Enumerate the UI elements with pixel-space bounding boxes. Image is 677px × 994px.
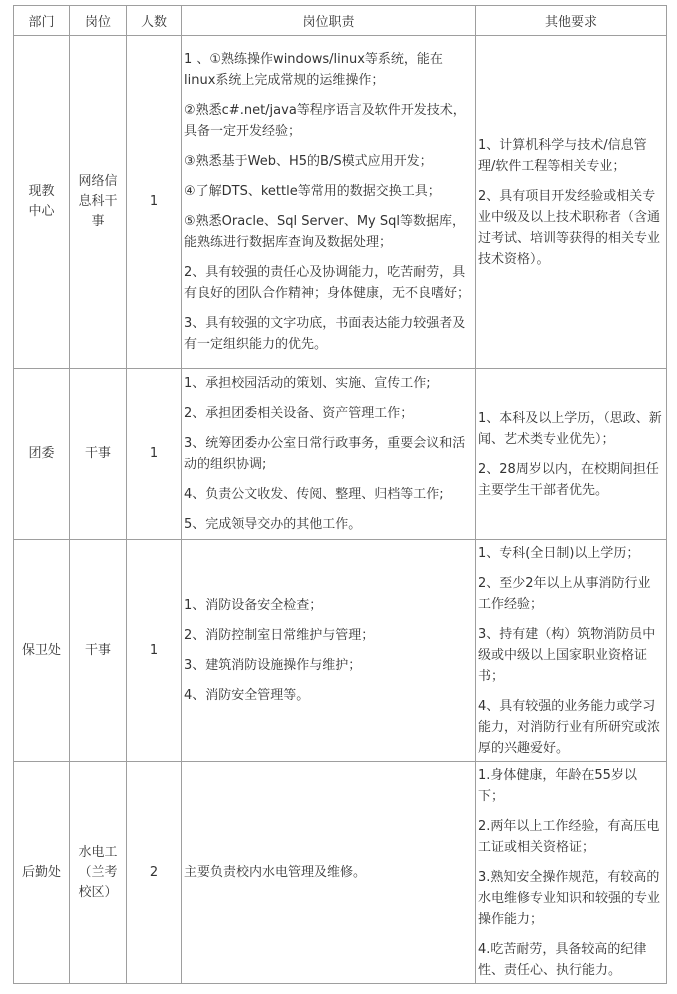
requirements-cell [476,762,667,984]
count-cell: 1 [127,369,182,540]
position-label: 水电工（兰考校区） [78,844,118,900]
duty-item: ⑤熟悉Oracle、Sql Server、My Sql等数据库，能熟练进行数据库查询及数据处理； [184,214,465,250]
duty-item: ③熟悉基于Web、H5的B/S模式应用开发； [184,154,433,169]
requirement-item: 1、本科及以上学历，（思政、新闻、艺术类专业优先）； [478,410,662,447]
dept-cell: 团委 [14,369,70,540]
duty-item: 2、具有较强的责任心及协调能力，吃苦耐劳，具有良好的团队合作精神；身体健康，无不良嗜好； [184,265,471,301]
duty-item: 4、消防安全管理等。 [184,688,310,703]
requirement-item: 4.吃苦耐劳，具备较高的纪律性、责任心、执行能力。 [478,941,647,978]
dept-cell: 后勤处 [14,762,70,984]
duty-item: 主要负责校内水电管理及维修。 [184,865,367,880]
requirement-item: 3.熟知安全操作规范，有较高的水电维修专业知识和较强的专业操作能力； [478,869,661,927]
requirement-item: 1、专科(全日制)以上学历； [478,545,640,561]
duty-item: 3、具有较强的文字功底，书面表达能力较强者及有一定组织能力的优先。 [184,316,466,352]
duties-cell [182,36,476,369]
header-duties: 岗位职责 [182,6,476,36]
requirements-cell [476,540,667,762]
position-cell: 干事 [70,540,127,762]
duty-item: 4、负责公文收发、传阅、整理、归档等工作; [184,487,444,502]
dept-label: 现教中心 [28,184,55,219]
duty-item: ②熟悉c#.net/java等程序语言及软件开发技术，具备一定开发经验； [184,103,466,139]
position-cell [70,762,127,984]
duties-cell [182,369,476,540]
requirement-item: 3、持有建（构）筑物消防员中级或中级以上国家职业资格证书； [478,626,656,684]
table-row [14,369,667,540]
requirement-item: 2.两年以上工作经验，有高压电工证或相关资格证； [478,818,660,855]
job-table-container [13,5,667,984]
duty-item: 3、统筹团委办公室日常行政事务，重要会议和活动的组织协调; [184,436,466,472]
duties-cell [182,762,476,984]
duty-item: 2、消防控制室日常维护与管理； [184,628,375,643]
header-count: 人数 [127,6,182,36]
duty-item: 1 、①熟练操作windows/linux等系统，能在linux系统上完成常规的运维操作； [184,52,443,88]
duty-item: 2、承担团委相关设备、资产管理工作； [184,406,414,421]
header-position: 岗位 [70,6,127,36]
count-cell: 2 [127,762,182,984]
count-cell: 1 [127,36,182,369]
job-table [13,5,667,984]
position-cell [70,36,127,369]
header-dept: 部门 [14,6,70,36]
duties-cell [182,540,476,762]
position-label: 网络信息科干事 [78,174,118,229]
requirement-item: 2、至少2年以上从事消防行业工作经验； [478,575,651,612]
header-requirements: 其他要求 [476,6,667,36]
table-row [14,762,667,984]
requirement-item: 2、具有项目开发经验或相关专业中级及以上技术职称者（含通过考试、培训等获得的相关专业技术资格）。 [478,188,661,267]
duty-item: 3、建筑消防设施操作与维护； [184,658,362,673]
dept-cell [14,36,70,369]
position-cell: 干事 [70,369,127,540]
duty-item: ④了解DTS、kettle等常用的数据交换工具； [184,184,441,199]
requirement-item: 4、具有较强的业务能力或学习能力，对消防行业有所研究或浓厚的兴趣爱好。 [478,698,661,756]
requirements-cell [476,36,667,369]
duty-item: 5、完成领导交办的其他工作。 [184,517,362,532]
dept-cell: 保卫处 [14,540,70,762]
requirement-item: 1.身体健康，年龄在55岁以下； [478,767,637,804]
requirement-item: 2、28周岁以内，在校期间担任主要学生干部者优先。 [478,461,659,498]
table-row [14,540,667,762]
header-row [14,6,667,36]
requirement-item: 1、计算机科学与技术/信息管理/软件工程等相关专业； [478,137,647,174]
table-row [14,36,667,369]
duty-item: 1、承担校园活动的策划、实施、宣传工作; [184,376,431,391]
duty-item: 1、消防设备安全检查； [184,598,323,613]
requirements-cell [476,369,667,540]
count-cell: 1 [127,540,182,762]
